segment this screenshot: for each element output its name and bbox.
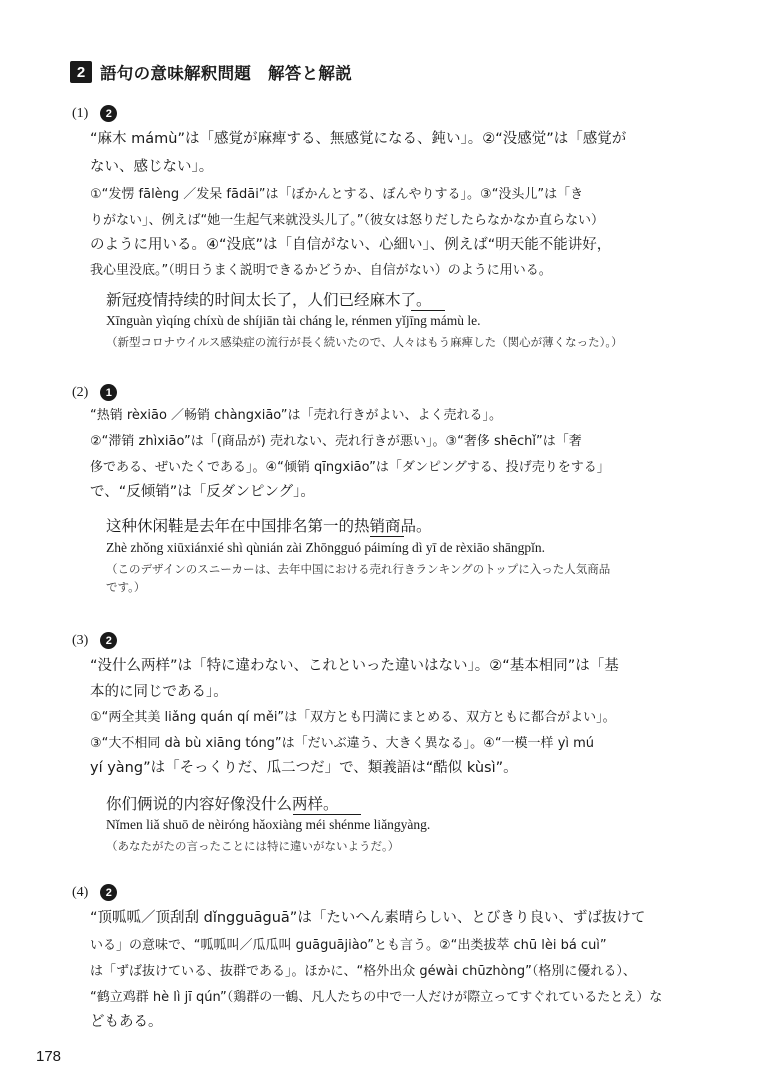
example-pinyin: Zhè zhǒng xiūxiánxié shì qùnián zài Zhōngguó páimíng dì yī de rèxiāo shāngpǐn.: [106, 540, 546, 555]
question-3: [72, 632, 692, 852]
answer-circle: 1: [100, 384, 117, 401]
page-number: 178: [36, 1048, 62, 1065]
answer-circle: 2: [100, 884, 117, 901]
question-number: (3): [72, 632, 89, 648]
example-translation: （新型コロナウイルス感染症の流行が長く続いたので、人々はもう麻痺した（関心が薄くなった）。）: [106, 335, 623, 349]
answer-circle: 2: [100, 632, 117, 649]
example-translation-cont: です。）: [106, 580, 146, 594]
question-number: (4): [72, 884, 89, 900]
explanation-line: ない、感じない」。: [90, 159, 214, 175]
example-chinese: 这种休闲鞋是去年在中国排名第一的热销商品。: [106, 517, 432, 535]
question-number: (2): [72, 384, 89, 400]
explanation-line: ②“滞销 zhìxiāo”は「(商品が) 売れない、売れ行きが悪い」。③“奢侈 shēchǐ”は「奢: [90, 434, 582, 449]
explanation-line: のように用いる。④“没底”は「自信がない、心細い」、例えば“明天能不能讲好，: [90, 237, 612, 253]
question-1: [72, 105, 692, 350]
example-pinyin: Xīnguàn yìqíng chíxù de shíjiān tài cháng le, rénmen yǐjīng mámù le.: [106, 313, 481, 328]
explanation-line: yí yàng”は「そっくりだ、瓜二つだ」で、類義語は“酷似 kùsì”。: [90, 760, 518, 776]
explanation-line: どもある。: [90, 1014, 163, 1030]
keyword-underline: [411, 310, 445, 311]
section-title: [70, 60, 352, 84]
example-translation: （このデザインのスニーカーは、去年中国における売れ行きランキングのトップに入った人気商品: [106, 562, 611, 576]
explanation-line: “热销 rèxiāo ／畅销 chàngxiāo”は「売れ行きがよい、よく売れる」。: [90, 408, 503, 423]
question-4: [72, 884, 692, 1034]
section-heading: 語句の意味解釈問題 解答と解説: [100, 64, 352, 83]
explanation-line: 我心里没底。”（明日うまく説明できるかどうか、自信がない）のように用いる。: [90, 263, 552, 278]
explanation-line: いる」の意味で、“呱呱叫／瓜瓜叫 guāguājiào”とも言う。②“出类拔萃 chū lèi bá cuì”: [90, 938, 607, 953]
explanation-line: りがない」、例えば“她一生起气来就没头儿了。”（彼女は怒りだしたらなかなか直らない）: [90, 213, 604, 228]
question-number: (1): [72, 105, 89, 121]
example-chinese: 新冠疫情持续的时间太长了，人们已经麻木了。: [106, 291, 432, 309]
example-pinyin: Nǐmen liǎ shuō de nèiróng hǎoxiàng méi shénme liǎngyàng.: [106, 817, 431, 832]
explanation-line: “顶呱呱／顶刮刮 dǐngguāguā”は「たいへん素晴らしい、とびきり良い、ずば抜けて: [90, 910, 646, 926]
keyword-underline: [293, 814, 361, 815]
explanation-line: 本的に同じである」。: [90, 684, 228, 700]
explanation-line: 侈である、ぜいたくである」。④“倾销 qīngxiāo”は「ダンピングする、投げ売りをする」: [90, 460, 610, 475]
section-number-badge: 2: [70, 61, 92, 83]
explanation-line: ①“发愣 fālèng ／发呆 fādāi”は「ぼかんとする、ぼんやりする」。③“没头儿”は「き: [90, 187, 584, 202]
explanation-line: で、“反倾销”は「反ダンピング」。: [90, 484, 315, 500]
answer-circle: 2: [100, 105, 117, 122]
explanation-line: ①“两全其美 liǎng quán qí měi”は「双方とも円満にまとめる、双方ともに都合がよい」。: [90, 710, 616, 725]
explanation-line: は「ずば抜けている、抜群である」。ほかに、“格外出众 géwài chūzhòng”（格別に優れる）、: [90, 964, 636, 979]
explanation-line: “鹤立鸡群 hè lì jī qún”（鶏群の一鶴、凡人たちの中で一人だけが際立ってすぐれているたとえ）な: [90, 990, 663, 1005]
keyword-underline: [370, 536, 404, 537]
example-chinese: 你们俩说的内容好像没什么两样。: [106, 795, 339, 813]
explanation-line: “没什么两样”は「特に違わない、これといった違いはない」。②“基本相同”は「基: [90, 658, 619, 674]
example-translation: （あなたがたの言ったことには特に違いがないようだ。）: [106, 839, 400, 853]
explanation-line: “麻木 mámù”は「感覚が麻痺する、無感覚になる、鈍い」。②“没感觉”は「感覚が: [90, 131, 627, 147]
explanation-line: ③“大不相同 dà bù xiāng tóng”は「だいぶ違う、大きく異なる」。④“一模一样 yì mú: [90, 736, 595, 751]
question-2: [72, 384, 692, 604]
